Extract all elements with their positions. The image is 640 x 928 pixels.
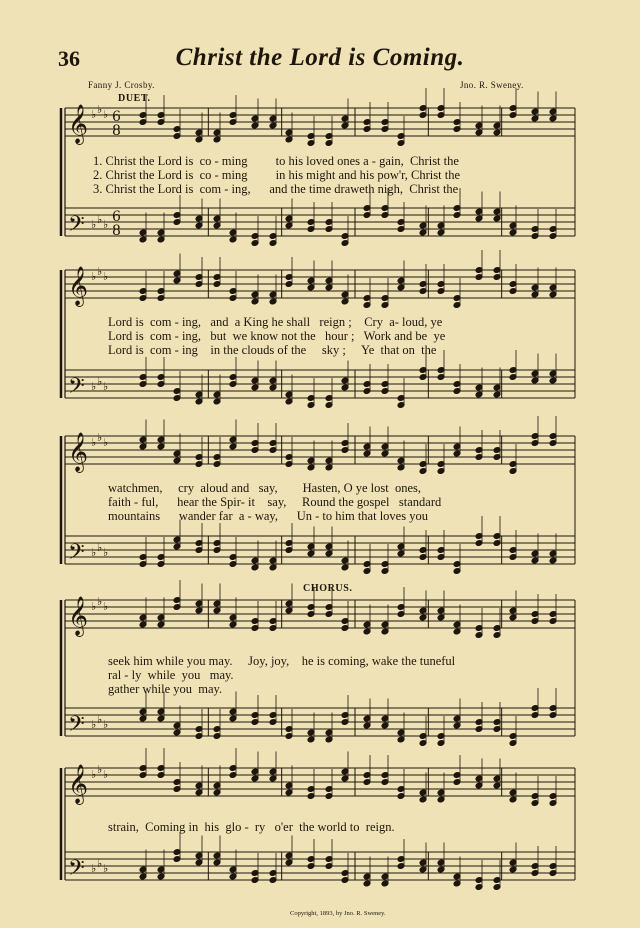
music-glyph: ♭ [103, 718, 109, 731]
music-glyph: ♭ [91, 380, 97, 393]
lyric-line: watchmen, cry aloud and say, Hasten, O ye lost ones, [108, 481, 422, 495]
lyric-line: 2. Christ the Lord is co - ming in his might and his pow'r, Christ the [93, 168, 461, 182]
lyric-line: faith - ful, hear the Spir- it say, Round the gospel standard [108, 495, 442, 509]
music-glyph: 𝄞 [68, 432, 89, 472]
music-glyph: ♭ [103, 862, 109, 875]
music-glyph: 𝄞 [68, 266, 89, 306]
music-glyph: 𝄞 [68, 596, 89, 636]
music-glyph: ♭ [91, 862, 97, 875]
music-glyph: ♭ [103, 218, 109, 231]
music-glyph: ♭ [97, 103, 103, 116]
music-glyph: ♭ [97, 213, 103, 226]
music-glyph: 6 [112, 109, 121, 125]
music-glyph: ♭ [97, 763, 103, 776]
hymn-title: Christ the Lord is Coming. [175, 44, 465, 71]
music-glyph: ♭ [103, 546, 109, 559]
music-glyph: 6 [112, 209, 121, 225]
music-glyph: 𝄢 [68, 374, 85, 404]
music-glyph: 𝄢 [68, 212, 85, 242]
music-glyph: ♭ [103, 380, 109, 393]
page-number: 36 [58, 46, 80, 71]
music-glyph: ♭ [103, 600, 109, 613]
lyric-line: Lord is com - ing in the clouds of the sky ; Ye that on the [108, 343, 437, 357]
music-glyph: ♭ [97, 595, 103, 608]
music-glyph: ♭ [91, 600, 97, 613]
lyric-line: 1. Christ the Lord is co - ming to his loved ones a - gain, Christ the [93, 154, 459, 168]
music-glyph: ♭ [97, 265, 103, 278]
lyric-line: mountains wander far a - way, Un - to him that loves you [108, 509, 428, 523]
music-glyph: ♭ [97, 375, 103, 388]
music-glyph: 𝄢 [68, 712, 85, 742]
music-glyph: ♭ [97, 431, 103, 444]
music-glyph: ♭ [103, 108, 109, 121]
music-glyph: 𝄞 [68, 764, 89, 804]
music-glyph: ♭ [103, 436, 109, 449]
music-glyph: 𝄢 [68, 540, 85, 570]
lyric-line: Lord is com - ing, but we know not the hour ; Work and be ye [108, 329, 446, 343]
music-glyph: ♭ [103, 270, 109, 283]
music-glyph: ♭ [97, 857, 103, 870]
music-glyph: ♭ [91, 108, 97, 121]
music-glyph: ♭ [91, 718, 97, 731]
music-glyph: ♭ [91, 546, 97, 559]
music-glyph: 𝄞 [68, 104, 89, 144]
lyric-line: gather while you may. [108, 682, 223, 696]
music-glyph: ♭ [97, 713, 103, 726]
copyright-notice: Copyright, 1893, by Jno. R. Sweney. [290, 910, 386, 917]
lyricist-credit: Fanny J. Crosby. [88, 80, 155, 90]
duet-label: DUET. [118, 93, 151, 104]
music-glyph: ♭ [91, 270, 97, 283]
music-glyph: 8 [112, 223, 121, 239]
lyric-line: seek him while you may. Joy, joy, he is coming, wake the tuneful [108, 654, 456, 668]
composer-credit: Jno. R. Sweney. [460, 80, 524, 90]
music-glyph: ♭ [91, 218, 97, 231]
chorus-label: CHORUS. [303, 583, 353, 594]
lyric-line: 3. Christ the Lord is com - ing, and the time draweth nigh, Christ the [93, 182, 459, 196]
music-glyph: ♭ [91, 436, 97, 449]
music-glyph: 𝄢 [68, 856, 85, 886]
lyric-line: ral - ly while you may. [108, 668, 234, 682]
music-glyph: 8 [112, 123, 121, 139]
music-glyph: ♭ [97, 541, 103, 554]
lyric-line: strain, Coming in his glo - ry o'er the world to reign. [108, 820, 395, 834]
music-glyph: ♭ [103, 768, 109, 781]
music-glyph: ♭ [91, 768, 97, 781]
lyric-line: Lord is com - ing, and a King he shall reign ; Cry a- loud, ye [108, 315, 443, 329]
